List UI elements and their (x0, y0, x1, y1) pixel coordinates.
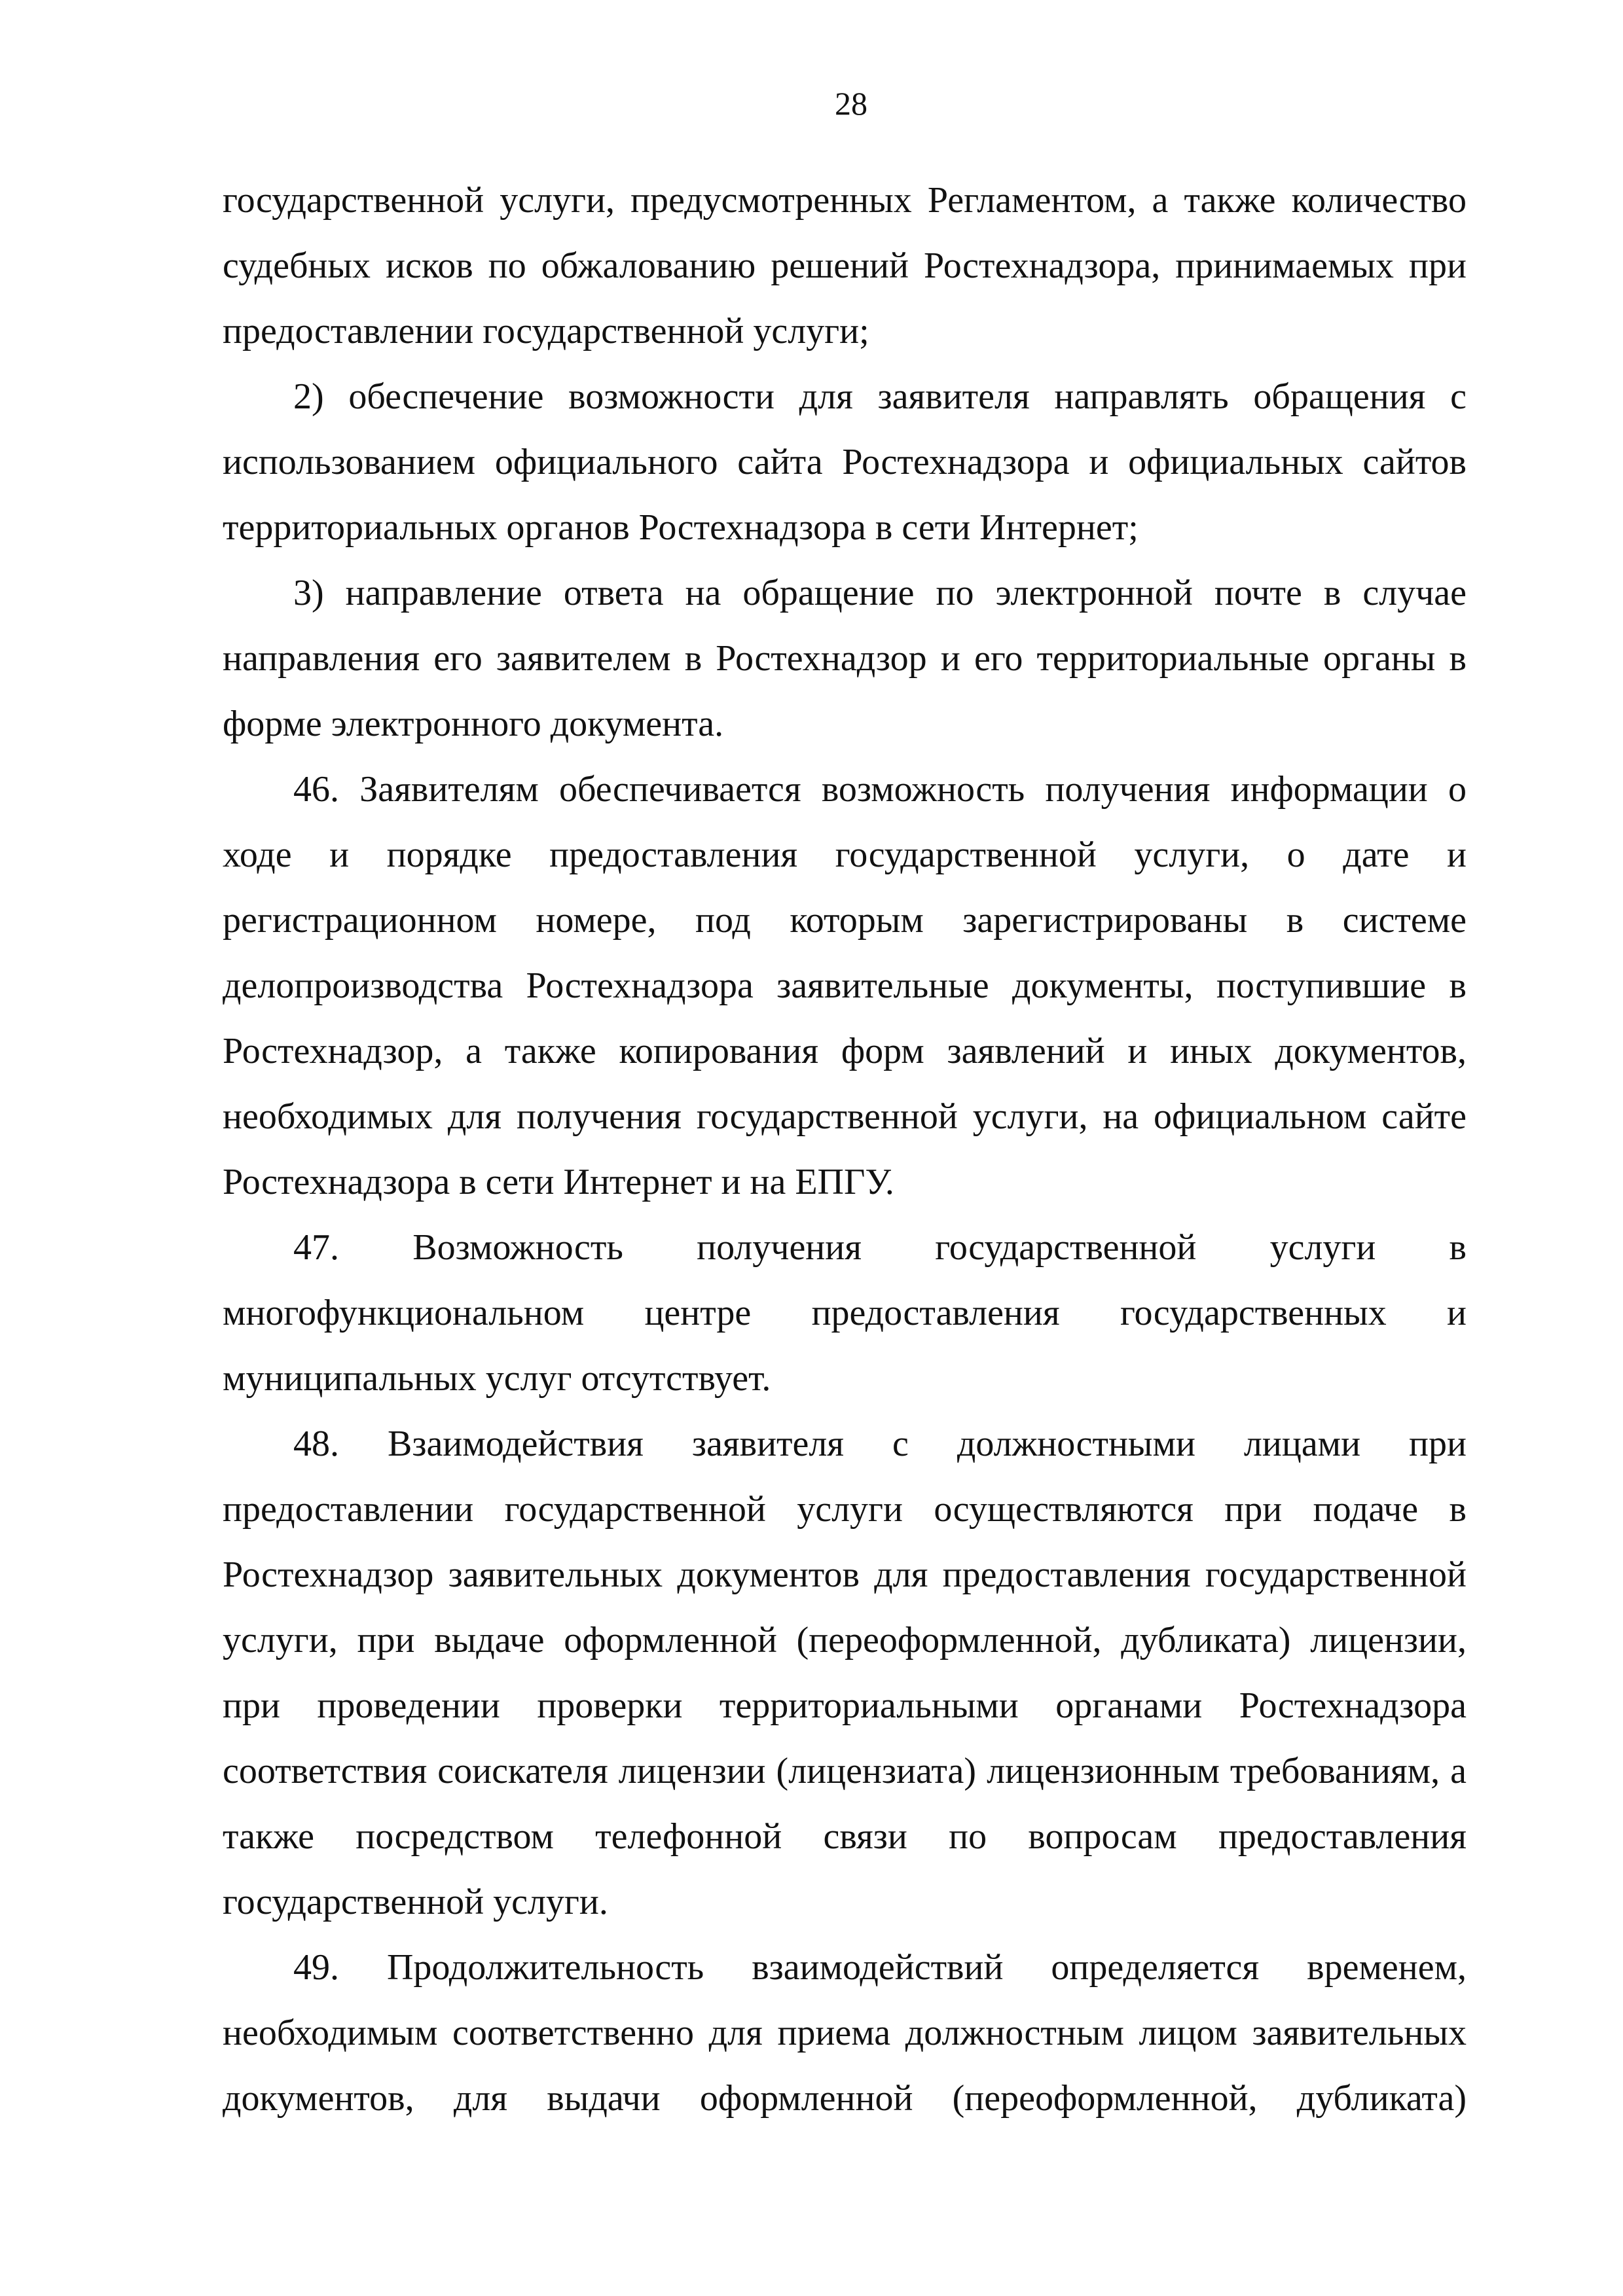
paragraph-49: 49. Продолжительность взаимодействий определяется временем, необходимым соответственно для приема должностным лицом заявительных документов, для выдачи оформленной (переоформленной, дубликата) (223, 1947, 1467, 2119)
paragraph-46: 46. Заявителям обеспечивается возможность получения информации о ходе и порядке предоставления государственной услуги, о дате и регистрационном номере, под которым зарегистрированы в системе делопроизводства Ростехнадзора заявительные документы, поступившие в Ростехнадзор, а также копирования форм заявлений и иных документов, необходимых для получения государственной услуги, на официальном сайте Ростехнадзора в сети Интернет и на ЕПГУ. (223, 769, 1467, 1202)
paragraph-item-3: 3) направление ответа на обращение по электронной почте в случае направления его заявителем в Ростехнадзор и его территориальные органы в форме электронного документа. (223, 573, 1467, 744)
paragraph-item-2: 2) обеспечение возможности для заявителя направлять обращения с использованием официального сайта Ростехнадзора и официальных сайтов территориальных органов Ростехнадзора в сети Интернет; (223, 376, 1467, 548)
page-number: 28 (835, 85, 867, 122)
paragraph-48: 48. Взаимодействия заявителя с должностными лицами при предоставлении государственной услуги осуществляются при подаче в Ростехнадзор заявительных документов для предоставления государственной услуги, при выдаче оформленной (переоформленной, дубликата) лицензии, при проведении проверки территориальными органами Ростехнадзора соответствия соискателя лицензии (лицензиата) лицензионным требованиям, а также посредством телефонной связи по вопросам предоставления государственной услуги. (223, 1424, 1467, 1922)
paragraph-47: 47. Возможность получения государственной услуги в многофункциональном центре предоставления государственных и муниципальных услуг отсутствует. (223, 1227, 1467, 1399)
document-body (223, 168, 1467, 2131)
paragraph-continuation: государственной услуги, предусмотренных Регламентом, а также количество судебных исков по обжалованию решений Ростехнадзора, принимаемых при предоставлении государственной услуги; (223, 180, 1467, 351)
